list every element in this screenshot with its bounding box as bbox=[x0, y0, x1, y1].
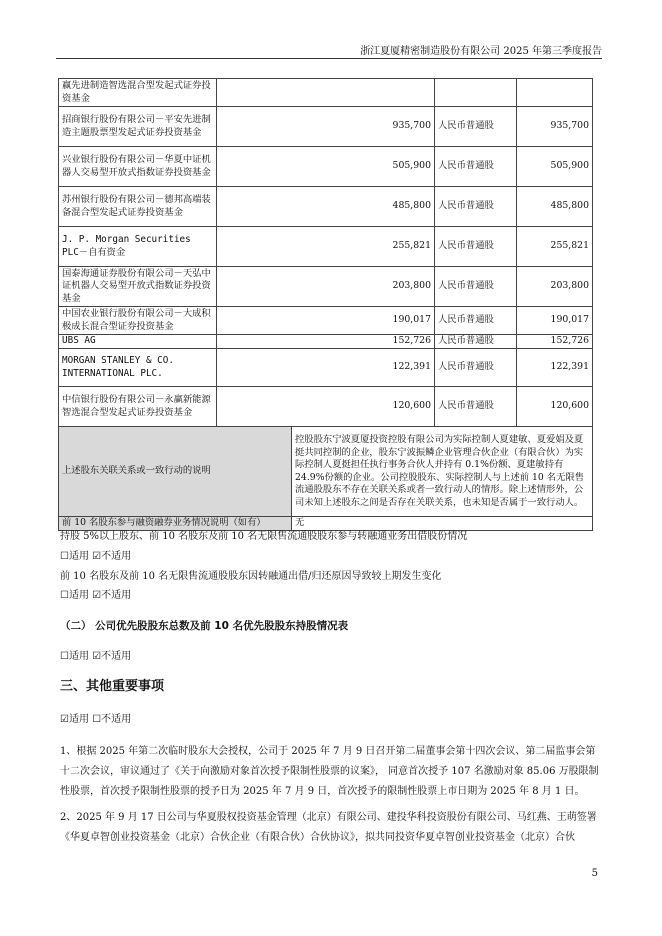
holder-name: 中国农业银行股份有限公司－大成积极成长混合型证券投资基金 bbox=[59, 307, 217, 335]
applicability-checkbox: ☐适用 ☑不适用 bbox=[60, 651, 132, 662]
margin-label: 前 10 名股东参与融资融券业务情况说明（如有） bbox=[59, 517, 292, 531]
applicability-checkbox: ☑适用 ☐不适用 bbox=[60, 714, 132, 725]
relation-row bbox=[59, 427, 593, 517]
paragraph-2: 2、2025 年 9 月 17 日公司与华夏股权投资基金管理（北京）有限公司、建投华科投资股份有限公司、马红燕、王萌签署《华夏卓智创业投资基金（北京）合伙企业（有限合伙）合伙协议》，拟共同投资华夏卓智创业投资基金（北京）合伙 bbox=[60, 812, 597, 843]
share-count bbox=[517, 79, 593, 107]
share-type bbox=[435, 79, 517, 107]
holder-shares: 505,900 bbox=[217, 147, 435, 187]
table-row bbox=[59, 267, 593, 307]
holder-name: 赢先进制造智选混合型发起式证券投资基金 bbox=[59, 79, 217, 107]
share-count: 120,600 bbox=[517, 387, 593, 427]
lending-note: 持股 5%以上股东、前 10 名股东及前 10 名无限售流通股股东参与转融通业务出借股份情况 bbox=[60, 531, 468, 542]
holder-name: 苏州银行股份有限公司－德邦高端装备混合型发起式证券投资基金 bbox=[59, 187, 217, 227]
holder-shares: 255,821 bbox=[217, 227, 435, 267]
share-type: 人民币普通股 bbox=[435, 187, 517, 227]
share-type: 人民币普通股 bbox=[435, 349, 517, 387]
margin-row bbox=[59, 517, 593, 531]
holder-name: 中信银行股份有限公司－永赢新能源智选混合型发起式证券投资基金 bbox=[59, 387, 217, 427]
table-row bbox=[59, 187, 593, 227]
section-heading-preferred: （二） 公司优先股股东总数及前 10 名优先股股东持股情况表 bbox=[60, 620, 349, 632]
relation-label: 上述股东关联关系或一致行动的说明 bbox=[59, 427, 292, 517]
share-count: 152,726 bbox=[517, 335, 593, 349]
header-divider bbox=[56, 58, 602, 59]
share-type: 人民币普通股 bbox=[435, 307, 517, 335]
share-count: 505,900 bbox=[517, 147, 593, 187]
holder-name: 兴业银行股份有限公司－华夏中证机器人交易型开放式指数证券投资基金 bbox=[59, 147, 217, 187]
holder-shares: 120,600 bbox=[217, 387, 435, 427]
table-row bbox=[59, 79, 593, 107]
section-heading-other-matters: 三、其他重要事项 bbox=[60, 679, 165, 694]
holder-name: MORGAN STANLEY & CO. INTERNATIONAL PLC. bbox=[59, 349, 217, 387]
share-count: 255,821 bbox=[517, 227, 593, 267]
holder-shares: 485,800 bbox=[217, 187, 435, 227]
table-row bbox=[59, 349, 593, 387]
table-row bbox=[59, 107, 593, 147]
applicability-checkbox: ☐适用 ☑不适用 bbox=[60, 551, 132, 562]
holder-shares: 203,800 bbox=[217, 267, 435, 307]
page-number: 5 bbox=[591, 868, 598, 879]
holder-shares bbox=[217, 79, 435, 107]
share-type: 人民币普通股 bbox=[435, 227, 517, 267]
share-type: 人民币普通股 bbox=[435, 147, 517, 187]
holder-shares: 122,391 bbox=[217, 349, 435, 387]
holder-shares: 152,726 bbox=[217, 335, 435, 349]
share-count: 203,800 bbox=[517, 267, 593, 307]
share-count: 485,800 bbox=[517, 187, 593, 227]
holder-shares: 190,017 bbox=[217, 307, 435, 335]
holder-name: 国泰海通证券股份有限公司－天弘中证机器人交易型开放式指数证券投资基金 bbox=[59, 267, 217, 307]
table-row bbox=[59, 387, 593, 427]
holder-shares: 935,700 bbox=[217, 107, 435, 147]
paragraph-1: 1、根据 2025 年第二次临时股东大会授权，公司于 2025 年 7 月 9 日召开第二届董事会第十四次会议、第二届监事会第十二次会议，审议通过了《关于向激励对象首次授予限制性股票的议案》， 同意首次授予 107 名激励对象 85.06 万股限制性股票，首次授予限制性股票的授予日为 2025 年 7 月 9 日，首次授予的限制性股票上市日期为 2025 年 8 月 1 日。 bbox=[60, 746, 599, 797]
applicability-checkbox: ☐适用 ☑不适用 bbox=[60, 590, 132, 601]
table-row bbox=[59, 307, 593, 335]
report-header: 浙江夏厦精密制造股份有限公司 2025 年第三季度报告 bbox=[360, 46, 602, 57]
share-count: 190,017 bbox=[517, 307, 593, 335]
share-type: 人民币普通股 bbox=[435, 387, 517, 427]
change-note: 前 10 名股东及前 10 名无限售流通股股东因转融通出借/归还原因导致较上期发生变化 bbox=[60, 571, 442, 582]
holder-name: UBS AG bbox=[59, 335, 217, 349]
shareholder-table bbox=[58, 78, 593, 531]
table-row bbox=[59, 147, 593, 187]
holder-name: 招商银行股份有限公司－平安先进制造主题股票型发起式证券投资基金 bbox=[59, 107, 217, 147]
margin-value: 无 bbox=[292, 517, 593, 531]
relation-text: 控股股东宁波夏厦投资控股有限公司为实际控制人夏建敏、夏爱娟及夏挺共同控制的企业，股东宁波振鳞企业管理合伙企业（有限合伙）为实际控制人夏挺担任执行事务合伙人并持有 0.1%份额、夏建敏持有 24.9%份额的企业。公司控股股东、实际控制人与上述前 10 名无限售流通股股东不存在关联关系或者一致行动人的情形。除上述情形外，公司未知上述股东之间是否存在关联关系，也未知是否属于一致行动人。 bbox=[292, 427, 593, 517]
share-type: 人民币普通股 bbox=[435, 335, 517, 349]
share-count: 935,700 bbox=[517, 107, 593, 147]
holder-name: J. P. Morgan Securities PLC－自有资金 bbox=[59, 227, 217, 267]
table-row bbox=[59, 227, 593, 267]
table-row bbox=[59, 335, 593, 349]
share-type: 人民币普通股 bbox=[435, 267, 517, 307]
share-count: 122,391 bbox=[517, 349, 593, 387]
share-type: 人民币普通股 bbox=[435, 107, 517, 147]
